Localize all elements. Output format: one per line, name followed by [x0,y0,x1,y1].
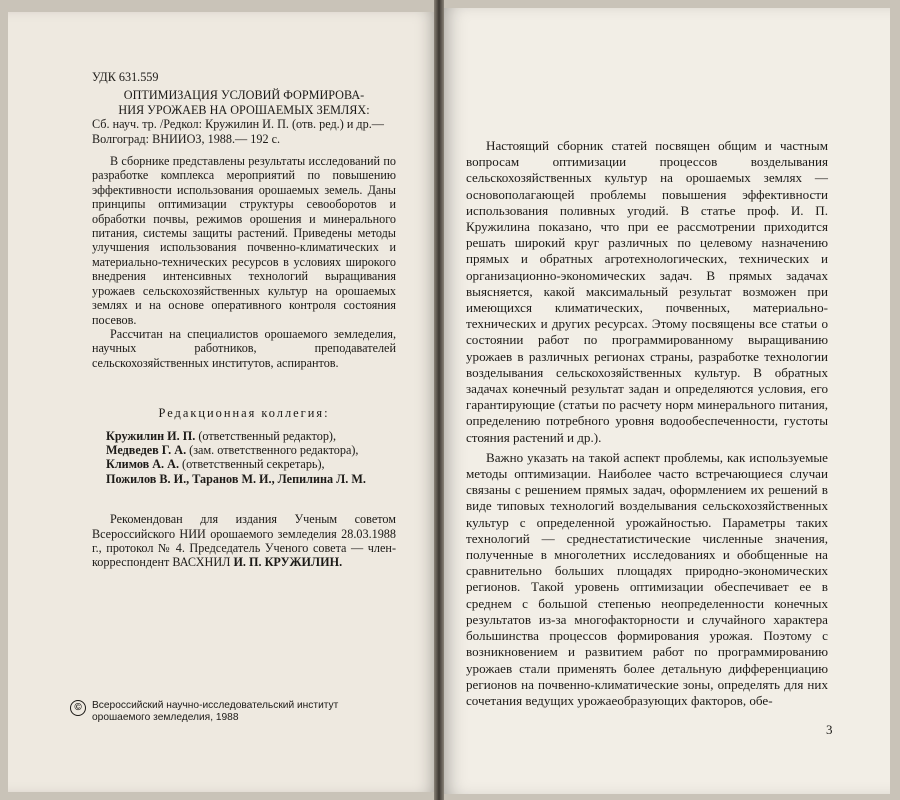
page-number: 3 [826,722,833,737]
citation: Сб. науч. тр. /Редкол: Кружилин И. П. (отв. ред.) и др.— Волгоград: ВНИИОЗ, 1988.— 192 с. [92,117,384,146]
body-paragraph: Настоящий сборник статей посвящен общим и частным вопросам оптимизации процессов возделывания сельскохозяйственных культур на орошаемых землях — основополагающей проблемы повышения эффективности использования поливных угодий. В статье проф. И. П. Кружилина показано, что при ее рассмотрении приходится решать широкий круг различных по целевому назначению прямых и обратных агротехнологических, технических и организационно-экономических задач. В прямых задачах выясняется, какой максимальный результат возможен при имеющихся климатических, почвенных, материально-технических и других ресурсах. Этому посвящены все статьи о состоянии работ по программированному выращиванию урожаев в различных регионах страны, разработке технологии возделывания сельскохозяйственных культур. В обратных задачах конечный результат задан и определяются условия, его гарантирующие (статьи по расчету норм минерального питания, определению потребного уровня водообеспеченности, густоты стояния растений и др.). [466,138,828,445]
board-member-name: Медведев Г. А. [106,442,187,457]
abstract-paragraph: В сборнике представлены результаты исследований по разработке комплекса мероприятий по повышению эффективности использования орошаемых земель. Даны принципы оптимизации структуры севооборотов и обработки почвы, режимов орошения и минерального питания, системы защиты растений. Приведены методы улучшения использования почвенно-климатических и материально-технических ресурсов в условиях широкого внедрения интенсивных технологий выращивания урожаев сельскохозяйственных культур на орошаемых землях и на основе оперативного контроля состояния посевов. [92,154,396,327]
body-paragraph: Важно указать на такой аспект проблемы, как используемые методы оптимизации. Наиболее часто встречающиеся случаи связаны с решением прямых задач, оформлением их решений в виде типовых технологий возделывания сельскохозяйственных культур с определенной урожайностью. Параметры таких технологий — среднестатистические численные значения, полученные в многолетних исследованиях и обобщенные на сравнительно больших площадях природно-экономических регионов. Такой уровень оптимизации обеспечивает ее в среднем с большой степенью неопределенности конечных результатов из-за многофакторности и случайного характера большинства процессов формирования урожая. Поэтому с возникновением и развитием работ по программированию урожаев стали применять более детальную дифференциацию регионов на почвенно-климатические зоны, определять для них сочетания ведущих урожаеобразующих факторов, обе- [466,449,828,708]
book-title [92,88,396,117]
right-page-content [466,138,828,709]
book-title-line: НИЯ УРОЖАЕВ НА ОРОШАЕМЫХ ЗЕМЛЯХ: [118,102,370,117]
board-member-name: Климов А. А. [106,457,179,472]
approval-text: Рекомендован для издания Ученым советом Всероссийского НИИ орошаемого земледелия 28.03.1988 г., протокол № 4. Председатель Ученого совета — член-корреспондент ВАСХНИЛ [92,512,396,570]
board-member-name: Кружилин И. П. [106,428,196,443]
copyright-icon: © [70,700,86,716]
book-title-line: ОПТИМИЗАЦИЯ УСЛОВИЙ ФОРМИРОВА- [123,88,365,103]
board-member-role: (зам. ответственного редактора), [186,442,359,457]
board-member-role: (ответственный секретарь), [179,457,325,472]
copyright-text: Всероссийский научно-исследовательский институт орошаемого земледелия, 1988 [92,700,339,724]
editorial-board-list [106,429,396,487]
board-member [106,472,396,486]
left-page-content [92,70,396,570]
board-member-role: (ответственный редактор), [195,428,337,443]
approval-name: И. П. КРУЖИЛИН. [233,555,343,570]
board-member [106,443,396,457]
approval-note [92,512,396,570]
book-gutter [434,0,444,800]
copyright-notice [70,700,390,725]
board-member [106,429,396,443]
board-member-name: Пожилов В. И., Таранов М. И., Лепилина Л. М. [106,471,366,486]
board-member [106,457,396,471]
editorial-board-heading: Редакционная коллегия: [158,406,330,421]
udk-code: УДК 631.559 [92,70,159,84]
audience-paragraph: Рассчитан на специалистов орошаемого земледелия, научных работников, преподавателей сельскохозяйственных институтов, аспирантов. [92,326,396,370]
